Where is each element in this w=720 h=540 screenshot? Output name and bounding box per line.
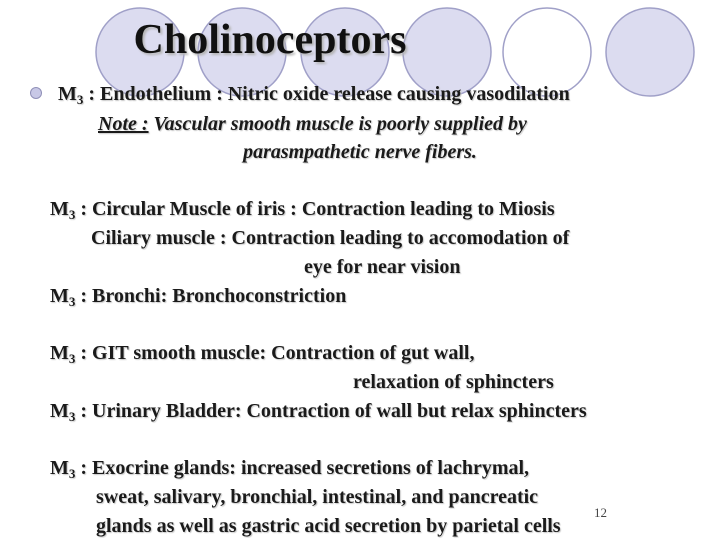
receptor-label: M	[50, 400, 69, 422]
endothelium-line	[58, 82, 570, 106]
git-line-2: relaxation of sphincters	[353, 371, 554, 393]
bronchi-line	[50, 284, 346, 308]
bronchi-text: : Bronchi: Bronchoconstriction	[75, 285, 347, 307]
slide-number: 12	[594, 505, 607, 520]
note-text: Vascular smooth muscle is poorly supplied by	[148, 113, 527, 135]
receptor-subscript: 3	[68, 466, 76, 481]
receptor-label: M	[58, 83, 77, 105]
receptor-subscript: 3	[68, 207, 76, 222]
receptor-subscript: 3	[76, 92, 84, 107]
iris-text: : Circular Muscle of iris : Contraction leading to Miosis	[75, 198, 555, 220]
exocrine-text: : Exocrine glands: increased secretions of lachrymal,	[75, 457, 530, 479]
slide-title: Cholinoceptors	[133, 17, 407, 63]
receptor-label: M	[50, 285, 69, 307]
exocrine-line-3: glands as well as gastric acid secretion by parietal cells	[96, 515, 561, 537]
note-line-2: parasmpathetic nerve fibers.	[243, 141, 477, 163]
bladder-line	[50, 399, 587, 423]
receptor-subscript: 3	[68, 294, 76, 309]
receptor-subscript: 3	[68, 409, 76, 424]
circle-bullet-icon	[30, 87, 42, 99]
ciliary-line-2: eye for near vision	[304, 256, 461, 278]
ciliary-line: Ciliary muscle : Contraction leading to accomodation of	[91, 227, 570, 249]
exocrine-line	[50, 456, 529, 480]
exocrine-line-2: sweat, salivary, bronchial, intestinal, and pancreatic	[96, 486, 539, 508]
git-text: : GIT smooth muscle: Contraction of gut wall,	[75, 342, 475, 364]
note-line	[98, 112, 527, 136]
iris-line	[50, 197, 555, 221]
receptor-subscript: 3	[68, 351, 76, 366]
note-label: Note :	[98, 113, 149, 135]
bladder-text: : Urinary Bladder: Contraction of wall but relax sphincters	[75, 400, 587, 422]
receptor-label: M	[50, 198, 69, 220]
endothelium-text: : Endothelium : Nitric oxide release causing vasodilation	[83, 83, 570, 105]
decor-circle	[606, 8, 694, 96]
receptor-label: M	[50, 342, 69, 364]
receptor-label: M	[50, 457, 69, 479]
git-line	[50, 341, 474, 365]
